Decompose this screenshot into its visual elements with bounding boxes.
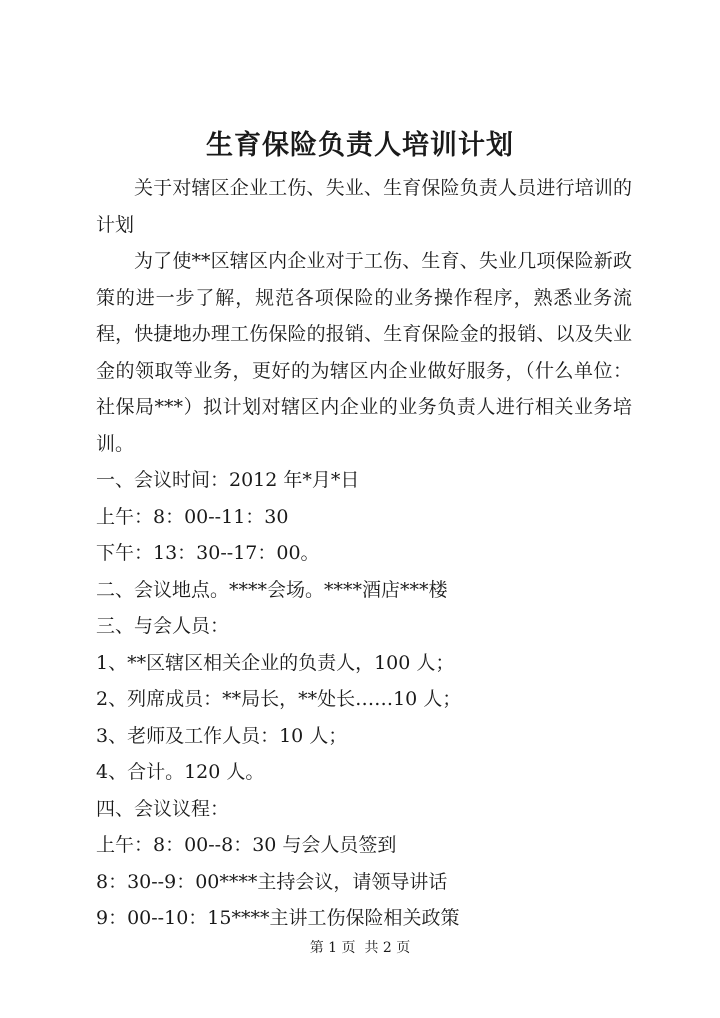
attendees-item-2: 2、列席成员：**局长，**处长……10 人； xyxy=(96,688,462,710)
meeting-location: 二、会议地点。****会场。****酒店***楼 xyxy=(96,578,448,601)
meeting-time-morning: 上午：8：00--11：30 xyxy=(96,505,289,528)
agenda-item-1: 上午：8：00--8：30 与会人员签到 xyxy=(96,834,397,856)
agenda-heading: 四、会议议程： xyxy=(96,797,230,820)
page-number-footer: 第 1 页 共 2 页 xyxy=(309,940,411,956)
document-body xyxy=(96,170,632,937)
agenda-item-3: 9：00--10：15****主讲工伤保险相关政策 xyxy=(96,907,460,929)
attendees-heading: 三、与会人员： xyxy=(96,615,230,637)
document-title: 生育保险负责人培训计划 xyxy=(206,130,514,161)
attendees-item-3: 3、老师及工作人员：10 人； xyxy=(96,724,348,747)
meeting-time-afternoon: 下午：13：30--17：00。 xyxy=(96,542,320,564)
attendees-total: 4、合计。120 人。 xyxy=(96,761,265,783)
agenda-item-2: 8：30--9：00****主持会议，请领导讲话 xyxy=(96,870,448,893)
intro-paragraph: 为了使**区辖区内企业对于工伤、生育、失业几项保险新政策的进一步了解，规范各项保险的业务操作程序，熟悉业务流程，快捷地办理工伤保险的报销、生育保险金的报销、以及失业金的领取等业务，更好的为辖区内企业做好服务，（什么单位：社保局***）拟计划对辖区内企业的业务负责人进行相关业务培训。 xyxy=(96,250,632,455)
attendees-item-1: 1、**区辖区相关企业的负责人，100 人； xyxy=(96,651,455,674)
meeting-time-heading: 一、会议时间：2012 年*月*日 xyxy=(96,469,360,491)
document-subtitle: 关于对辖区企业工伤、失业、生育保险负责人员进行培训的计划 xyxy=(96,177,632,236)
